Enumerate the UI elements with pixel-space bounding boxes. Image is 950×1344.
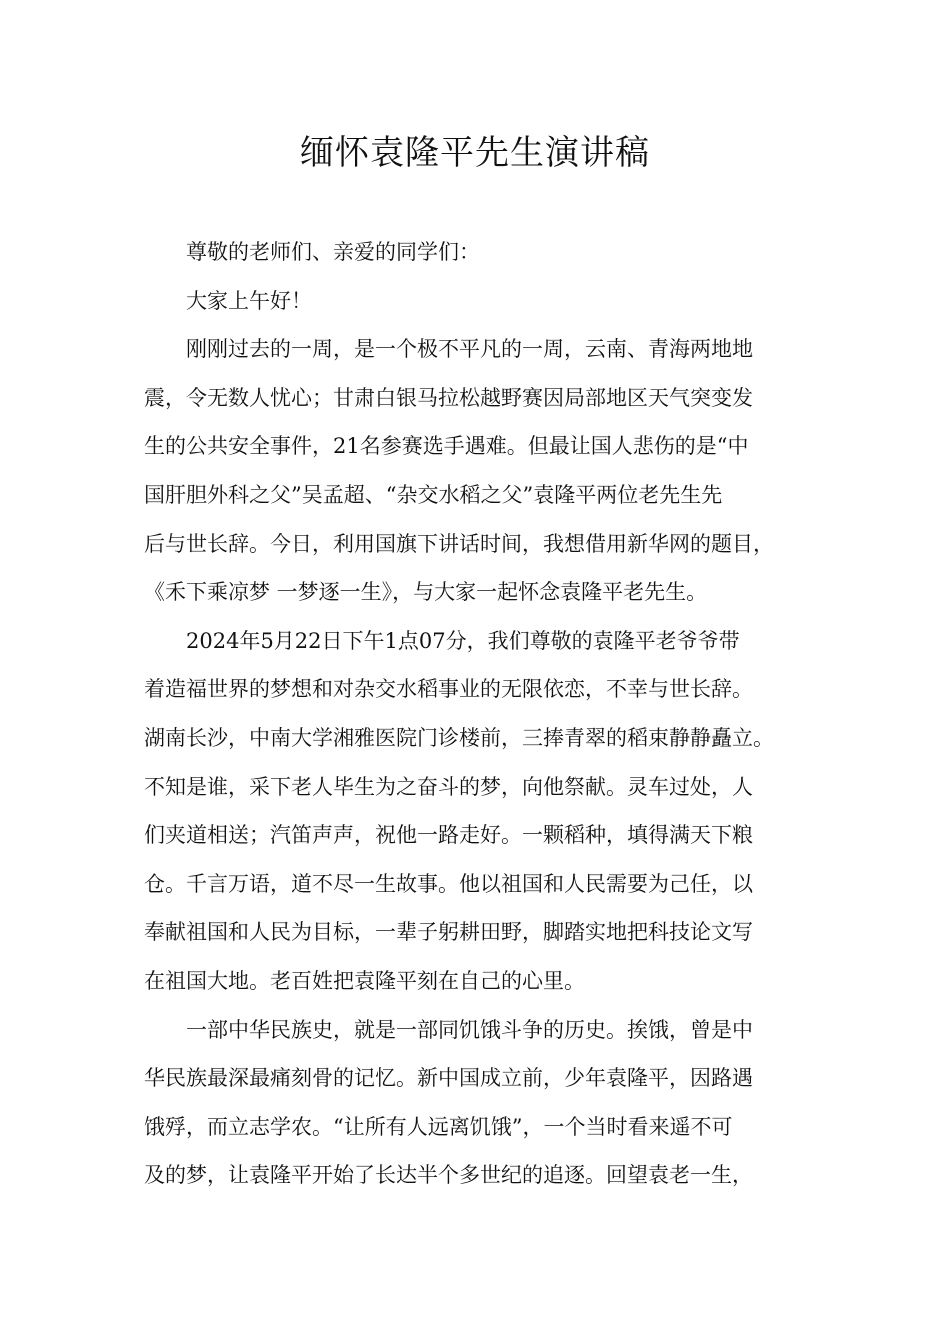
salutation-paragraph: 尊敬的老师们、亲爱的同学们：	[186, 240, 480, 264]
body-paragraph: 一部中华民族史，就是一部同饥饿斗争的历史。挨饿，曾是中 华民族最深最痛刻骨的记忆。新中国成立前，少年袁隆平，因路遇 饿殍，而立志学农。“让所有人远离饥饿”，一个当时看来遥不可 及的梦，让袁隆平开始了长达半个多世纪的追逐。回望袁老一生，	[144, 1017, 753, 1188]
document-body	[144, 228, 812, 1200]
greeting-paragraph: 大家上午好！	[186, 288, 312, 313]
body-paragraph: 刚刚过去的一周，是一个极不平凡的一周，云南、青海两地地 震，令无数人忧心；甘肃白银马拉松越野赛因局部地区天气突变发 生的公共安全事件，21名参赛选手遇难。但最让国人悲伤的是“中 国肝胆外科之父”吴孟超、“杂交水稻之父”袁隆平两位老先生先 后与世长辞。今日，利用国旗下讲话时间，我想借用新华网的题目， 《禾下乘凉梦 一梦逐一生》，与大家一起怀念袁隆平老先生。	[144, 337, 774, 605]
document-title: 缅怀袁隆平先生演讲稿	[300, 133, 650, 173]
body-paragraph: 2024年5月22日下午1点07分，我们尊敬的袁隆平老爷爷带 着造福世界的梦想和对杂交水稻事业的无限依恋，不幸与世长辞。 湖南长沙，中南大学湘雅医院门诊楼前，三捧青翠的稻束静静矗立。 不知是谁，采下老人毕生为之奋斗的梦，向他祭献。灵车过处，人 们夹道相送；汽笛声声，祝他一路走好。一颗稻种，填得满天下粮 仓。千言万语，道不尽一生故事。他以祖国和人民需要为己任，以 奉献祖国和人民为目标，一辈子躬耕田野，脚踏实地把科技论文写 在祖国大地。老百姓把袁隆平刻在自己的心里。	[144, 628, 774, 993]
